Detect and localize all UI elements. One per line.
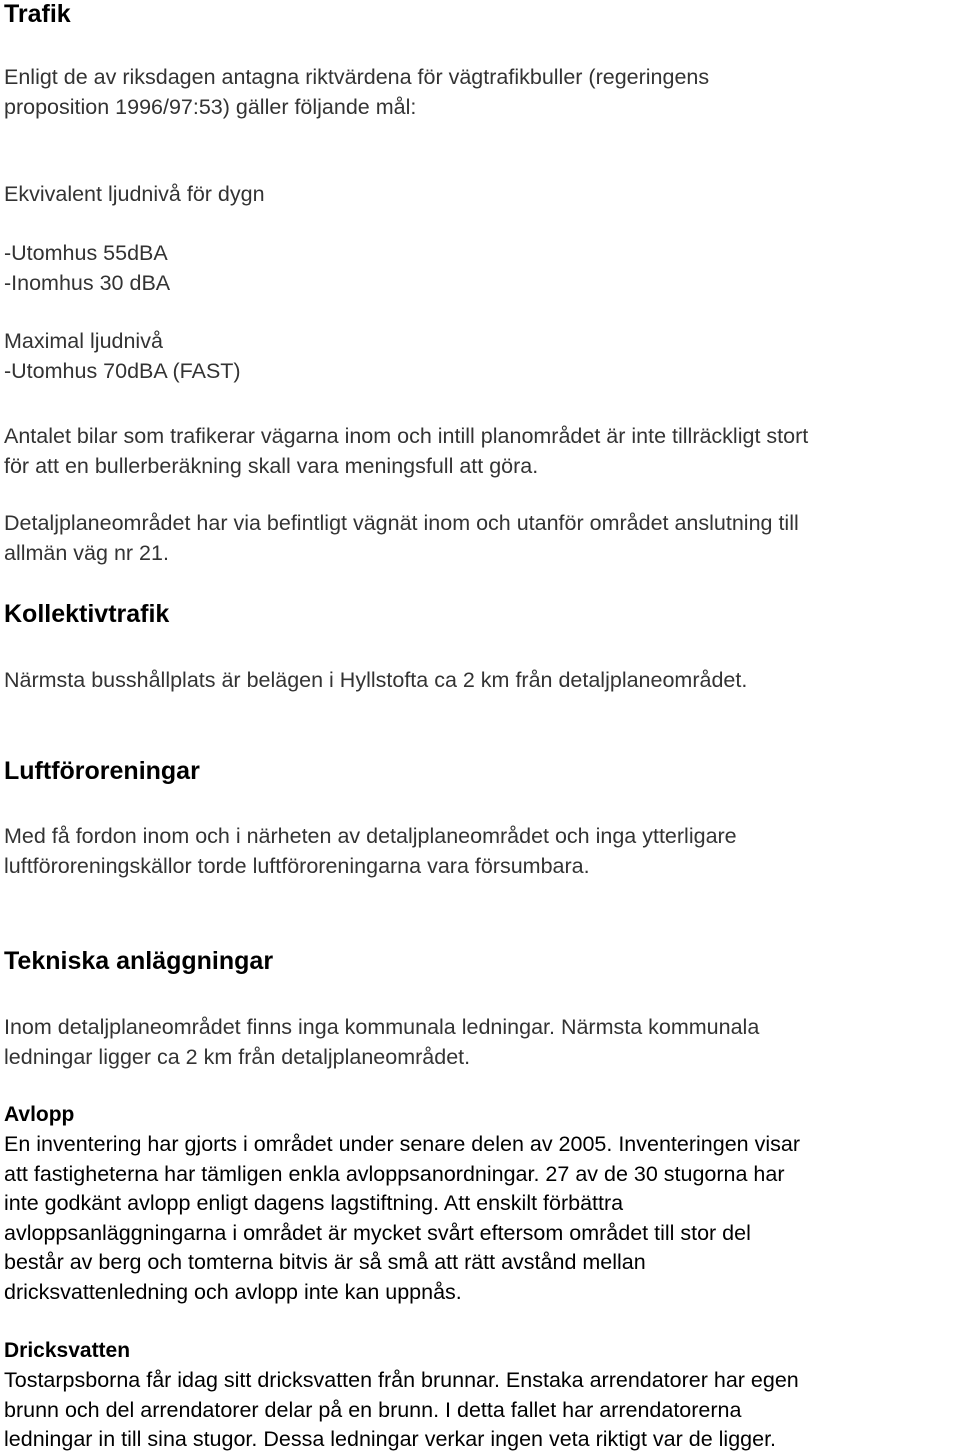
- ekvivalent-title: [4, 180, 958, 210]
- text-line: Antalet bilar som trafikerar vägarna inom och intill planområdet är inte tillräckligt stort: [4, 424, 809, 448]
- ekvivalent-list: [4, 239, 958, 298]
- tekniska-paragraph: [4, 1013, 958, 1072]
- text-line: Ekvivalent ljudnivå för dygn: [4, 182, 265, 206]
- dricksvatten-heading: Dricksvatten: [4, 1339, 131, 1362]
- maximal-block: [4, 327, 958, 386]
- avlopp-heading: Avlopp: [4, 1103, 75, 1126]
- text-line: brunn och del arrendatorer delar på en brunn. I detta fallet har arrendatorerna: [4, 1397, 742, 1422]
- text-line: Tostarpsborna får idag sitt dricksvatten från brunnar. Enstaka arrendatorer har egen: [4, 1368, 799, 1392]
- text-line: Detaljplaneområdet har via befintligt vägnät inom och utanför området anslutning till: [4, 511, 799, 535]
- list-item: -Utomhus 55dBA: [4, 241, 168, 265]
- text-line: Med få fordon inom och i närheten av detaljplaneområdet och inga ytterligare: [4, 824, 737, 848]
- text-line: att fastigheterna har tämligen enkla avloppsanordningar. 27 av de 30 stugorna har: [4, 1161, 785, 1186]
- text-line: Enligt de av riksdagen antagna riktvärdena för vägtrafikbuller (regeringens: [4, 65, 710, 89]
- text-line: avloppsanläggningarna i området är mycket svårt eftersom området till stor del: [4, 1220, 751, 1245]
- trafik-intro-paragraph: [4, 63, 958, 122]
- text-line: för att en bullerberäkning skall vara meningsfull att göra.: [4, 453, 539, 478]
- text-line: Närmsta busshållplats är belägen i Hyllstofta ca 2 km från detaljplaneområdet.: [4, 668, 748, 692]
- text-line: allmän väg nr 21.: [4, 540, 169, 565]
- kollektivtrafik-paragraph: [4, 666, 958, 696]
- maximal-title: Maximal ljudnivå: [4, 329, 163, 353]
- text-line: En inventering har gjorts i området under senare delen av 2005. Inventeringen visar: [4, 1132, 800, 1156]
- kollektivtrafik-heading: Kollektivtrafik: [4, 600, 170, 628]
- text-line: dricksvattenledning och avlopp inte kan uppnås.: [4, 1279, 462, 1304]
- list-item: -Inomhus 30 dBA: [4, 270, 171, 295]
- text-line: Inom detaljplaneområdet finns inga kommunala ledningar. Närmsta kommunala: [4, 1015, 760, 1039]
- text-line: består av berg och tomterna bitvis är så små att rätt avstånd mellan: [4, 1250, 646, 1274]
- dricksvatten-paragraph: [4, 1366, 958, 1455]
- text-line: proposition 1996/97:53) gäller följande mål:: [4, 94, 417, 119]
- avlopp-paragraph: [4, 1130, 958, 1307]
- list-item: -Utomhus 70dBA (FAST): [4, 358, 241, 383]
- trafik-paragraph-1: [4, 422, 958, 481]
- text-line: luftföroreningskällor torde luftföroreningarna vara försumbara.: [4, 853, 590, 878]
- page-title: Trafik: [4, 0, 71, 28]
- trafik-paragraph-2: [4, 509, 958, 568]
- luftfororeningar-paragraph: [4, 822, 958, 881]
- tekniska-anlaggningar-heading: Tekniska anläggningar: [4, 947, 274, 975]
- text-line: ledningar ligger ca 2 km från detaljplaneområdet.: [4, 1044, 471, 1069]
- text-line: ledningar in till sina stugor. Dessa ledningar verkar ingen veta riktigt var de ligger.: [4, 1427, 777, 1451]
- luftfororeningar-heading: Luftföroreningar: [4, 757, 200, 785]
- text-line: inte godkänt avlopp enligt dagens lagstiftning. Att enskilt förbättra: [4, 1191, 624, 1215]
